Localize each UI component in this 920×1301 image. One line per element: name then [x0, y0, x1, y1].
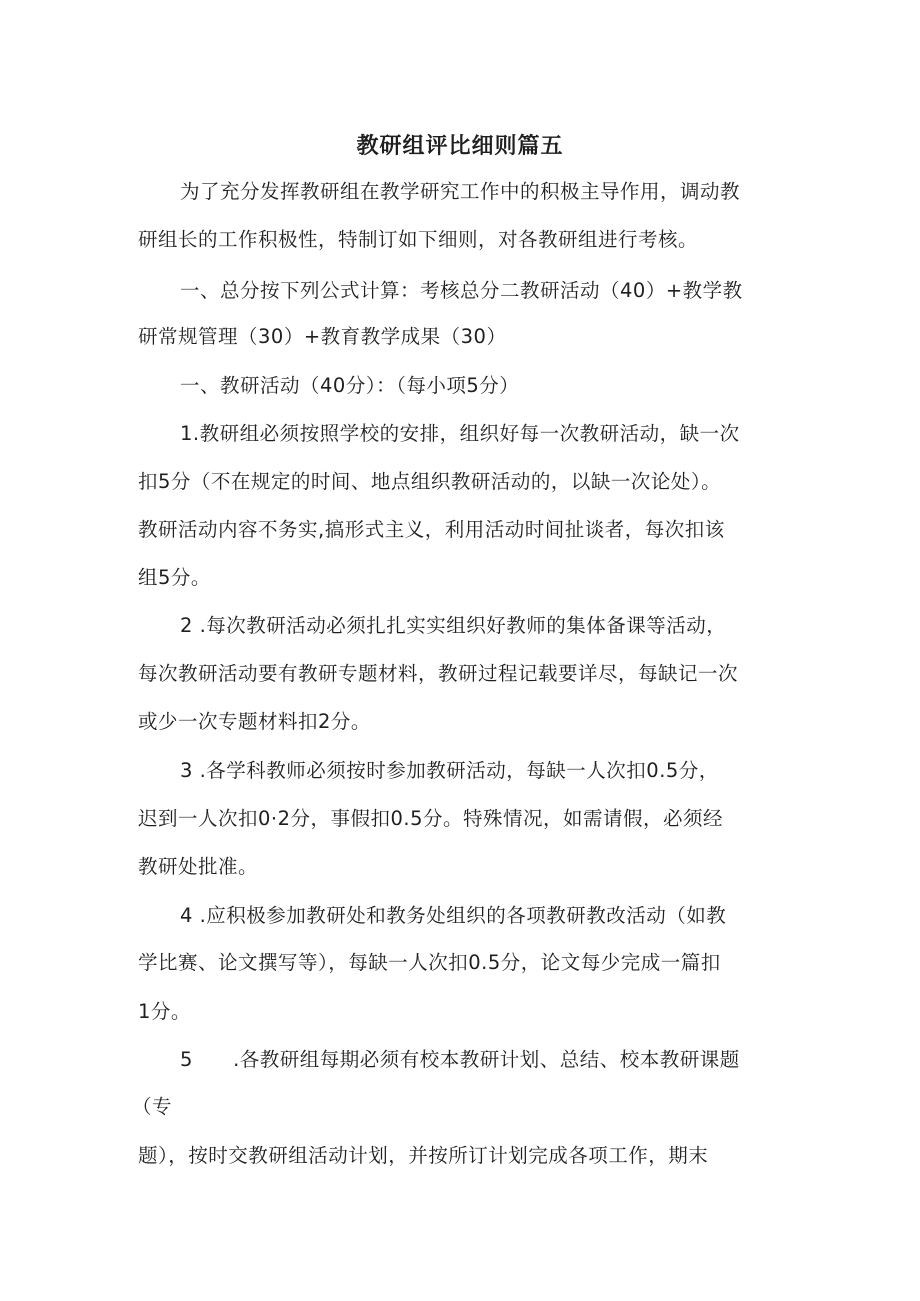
paragraph-line: 5 .各教研组每期必须有校本教研计划、总结、校本教研课题 — [180, 1048, 740, 1071]
paragraph-line: 教研活动内容不务实,搞形式主义，利用活动时间扯谈者，每次扣该 — [138, 518, 725, 541]
document-title: 教研组评比细则篇五 — [356, 134, 564, 159]
paragraph-line: 教研处批准。 — [138, 855, 259, 878]
paragraph-line: 题），按时交教研组活动计划，并按所订计划完成各项工作，期末 — [138, 1144, 709, 1167]
paragraph-line: 3 .各学科教师必须按时参加教研活动，每缺一人次扣0.5分， — [180, 759, 719, 782]
paragraph-line: 研组长的工作积极性，特制订如下细则，对各教研组进行考核。 — [138, 228, 699, 251]
paragraph-line: 4 .应积极参加教研处和教务处组织的各项教研教改活动（如教 — [180, 904, 727, 927]
paragraph-line: 1.教研组必须按照学校的安排，组织好每一次教研活动，缺一次 — [180, 422, 740, 445]
paragraph-line: 为了充分发挥教研组在教学研究工作中的积极主导作用，调动教 — [180, 180, 741, 203]
paragraph-line: 1分。 — [138, 1000, 191, 1023]
paragraph-line: 一、总分按下列公式计算：考核总分二教研活动（40）+教学教 — [180, 279, 743, 302]
paragraph-line: 每次教研活动要有教研专题材料，教研过程记载要详尽，每缺记一次 — [138, 662, 739, 685]
paragraph-line: 扣5分（不在规定的时间、地点组织教研活动的，以缺一次论处）。 — [138, 470, 722, 493]
paragraph-line: 或少一次专题材料扣2分。 — [138, 710, 371, 733]
section-heading: 一、教研活动（40分）：（每小项5分） — [180, 374, 520, 397]
paragraph-line: 迟到一人次扣0·2分，事假扣0.5分。特殊情况，如需请假，必须经 — [138, 807, 724, 830]
paragraph-line: 组5分。 — [138, 566, 211, 589]
paragraph-line: 学比赛、论文撰写等），每缺一人次扣0.5分，论文每少完成一篇扣 — [138, 951, 721, 974]
paragraph-line: 研常规管理（30）+教育教学成果（30） — [138, 325, 507, 348]
paragraph-line: 2 .每次教研活动必须扎扎实实组织好教师的集体备课等活动， — [180, 614, 727, 637]
paragraph-line: （专 — [132, 1095, 173, 1118]
